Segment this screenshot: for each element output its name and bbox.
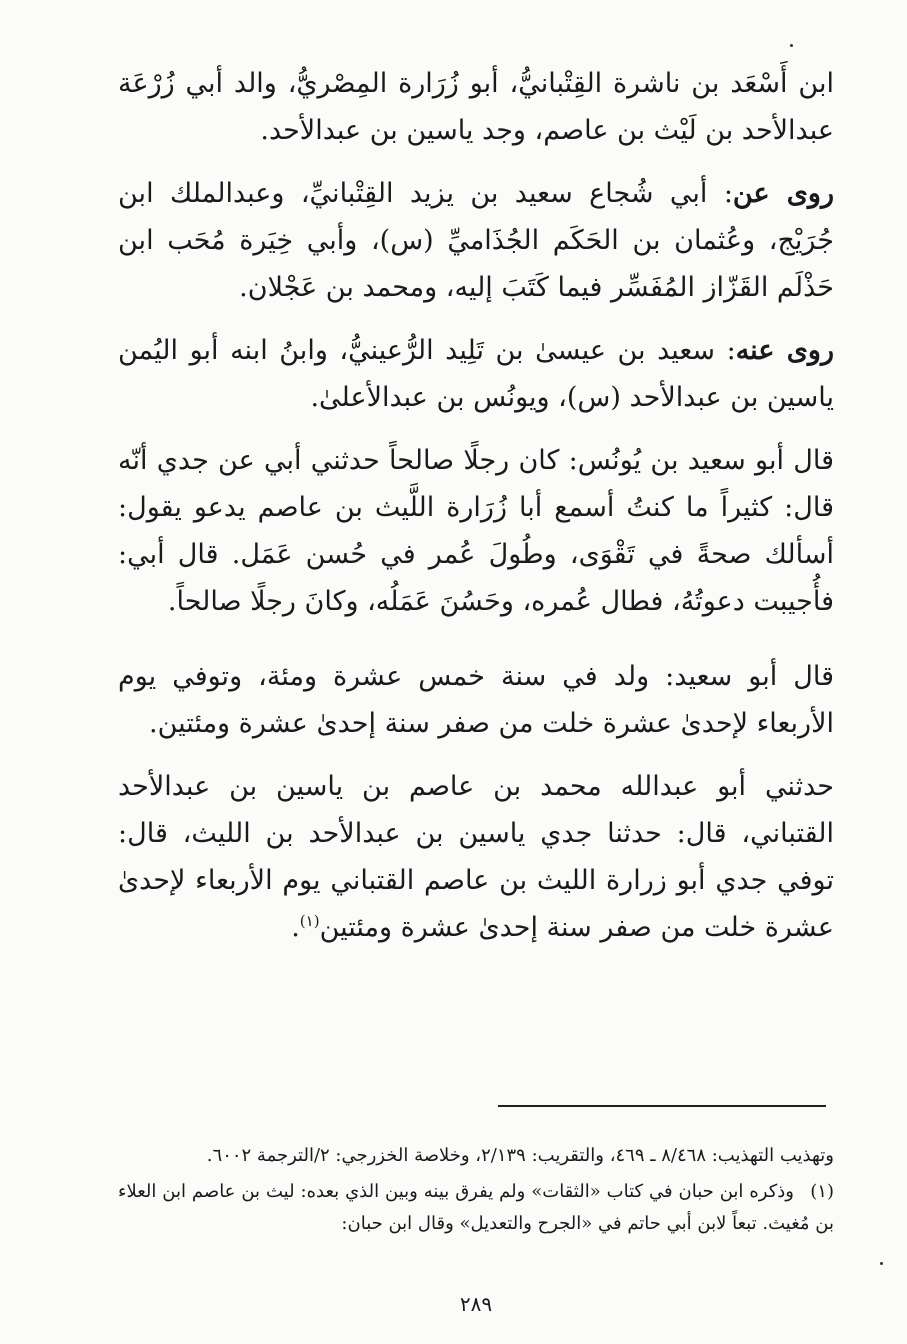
- paragraph-chain: [118, 763, 834, 951]
- paragraph-narrated-from: [118, 170, 834, 311]
- page-number: ٢٨٩: [459, 1292, 493, 1316]
- chain-end: .: [291, 912, 300, 943]
- scan-speck: [880, 1262, 883, 1265]
- footnotes: [118, 1140, 834, 1244]
- paragraph-intro: ابن أَسْعَد بن ناشرة القِتْبانيُّ، أبو زُرَارة المِصْريُّ، والد أبي زُرْعَة عبدالأحد بن لَيْث بن عاصم، وجد ياسين بن عبدالأحد.: [118, 68, 834, 146]
- footnote-ref-1: (١): [299, 912, 320, 930]
- narrated-by-body: : سعيد بن عيسىٰ بن تَلِيد الرُّعينيُّ، وابنُ ابنه أبو اليُمن ياسين بن عبدالأحد (س)، ويونُس بن عبدالأعلىٰ.: [118, 335, 834, 413]
- section-lead-narrated-from: روى عن: [732, 178, 834, 209]
- footnote-1: [118, 1176, 834, 1240]
- main-text: [118, 60, 834, 951]
- footnote-1-text: وذكره ابن حبان في كتاب «الثقات» ولم يفرق بينه وبين الذي بعده: ليث بن عاصم ابن العلاء بن مُغيث. تبعاً لابن أبي حاتم في «الجرح والتعديل» وقال ابن حبان:: [118, 1181, 834, 1234]
- footnote-divider: [498, 1105, 826, 1107]
- section-lead-narrated-by: روى عنه: [735, 335, 835, 366]
- paragraph-narrated-by: [118, 327, 834, 421]
- chain-text: حدثني أبو عبدالله محمد بن عاصم بن ياسين بن عبدالأحد القتباني، قال: حدثنا جدي ياسين بن عبدالأحد بن الليث، قال: توفي جدي أبو زرارة الليث بن عاصم القتباني يوم الأربعاء لإحدىٰ عشرة خلت من صفر سنة إحدىٰ عشرة ومئتين: [118, 771, 834, 943]
- paragraph-birth-death: قال أبو سعيد: ولد في سنة خمس عشرة ومئة، وتوفي يوم الأربعاء لإحدىٰ عشرة خلت من صفر سنة إحدىٰ عشرة ومئتين.: [118, 661, 834, 739]
- footnote-continuation: وتهذيب التهذيب: ٨/٤٦٨ ـ ٤٦٩، والتقريب: ٢/١٣٩، وخلاصة الخزرجي: ٢/الترجمة ٦٠٠٢.: [206, 1145, 834, 1166]
- narrated-from-body: : أبي شُجاع سعيد بن يزيد القِتْبانيِّ، وعبدالملك ابن جُرَيْج، وعُثمان بن الحَكَم الجُذَاميِّ (س)، وأبي خِيَرة مُحَب ابن حَذْلَم القَزّاز المُفَسِّر فيما كَتَبَ إليه، ومحمد بن عَجْلان.: [118, 178, 834, 303]
- footnote-1-number: (١): [810, 1181, 834, 1202]
- book-page: [118, 60, 834, 1320]
- scan-speck: [790, 44, 793, 47]
- paragraph-quote: قال أبو سعيد بن يُونُس: كان رجلًا صالحاً حدثني أبي عن جدي أنّه قال: كثيراً ما كنتُ أسمع أبا زُرَارة اللَّيث بن عاصم يدعو يقول: أسألك صحةً في تَقْوَى، وطُولَ عُمر في حُسن عَمَل. قال أبي: فأُجيبت دعوتُهُ، فطال عُمره، وحَسُنَ عَمَلُه، وكانَ رجلًا صالحاً.: [118, 445, 835, 617]
